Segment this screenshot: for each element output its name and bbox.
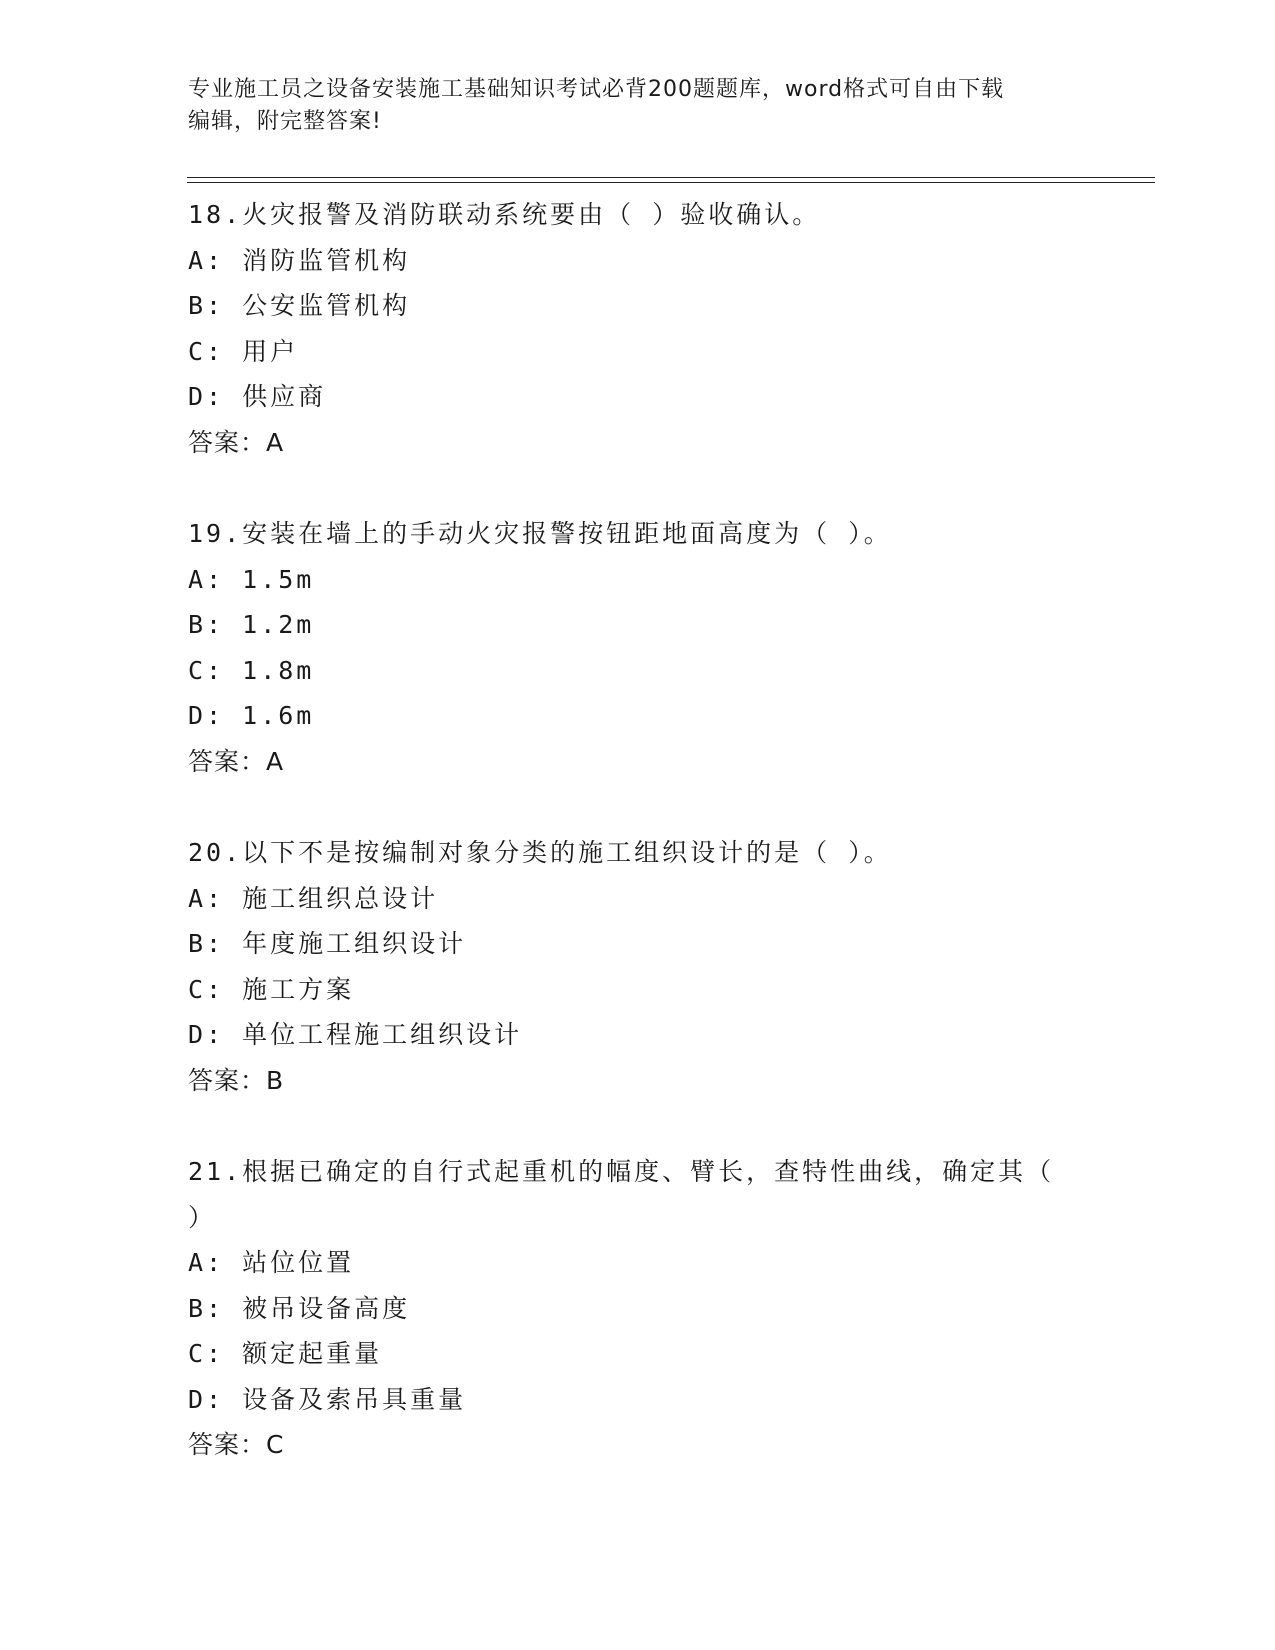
option-d: D: 1.6m [188, 701, 315, 730]
answer-label: 答案：C [188, 1430, 285, 1459]
answer-label: 答案：A [188, 427, 285, 457]
question-21 [188, 1149, 1088, 1468]
option-d: D: 设备及索吊具重量 [188, 1384, 467, 1414]
header-rule-top [187, 177, 1155, 178]
option-b: B: 1.2m [188, 610, 315, 639]
question-20 [188, 830, 1088, 1103]
question-18 [188, 192, 1088, 465]
option-c: C: 用户 [188, 336, 299, 366]
question-stem: 19.安装在墙上的手动火灾报警按钮距地面高度为（ ）。 [188, 519, 892, 548]
option-a: A: 施工组织总设计 [188, 883, 439, 913]
option-b: B: 年度施工组织设计 [188, 929, 467, 958]
option-a: A: 消防监管机构 [188, 245, 411, 275]
question-list [188, 192, 1088, 1514]
option-d: D: 供应商 [188, 382, 327, 411]
document-header [188, 74, 1068, 138]
question-stem: 20.以下不是按编制对象分类的施工组织设计的是（ ）。 [188, 838, 892, 867]
option-c: C: 额定起重量 [188, 1339, 383, 1368]
option-b: B: 被吊设备高度 [188, 1293, 411, 1323]
header-title-line1: 专业施工员之设备安装施工基础知识考试必背200题题库，word格式可自由下载 [188, 77, 1005, 102]
answer-label: 答案：A [188, 746, 285, 776]
option-b: B: 公安监管机构 [188, 291, 411, 320]
header-title-line2: 编辑，附完整答案! [188, 109, 382, 134]
question-19 [188, 511, 1088, 784]
header-rule-bottom [187, 182, 1155, 183]
option-a: A: 1.5m [188, 564, 315, 594]
option-c: C: 施工方案 [188, 974, 355, 1004]
option-a: A: 站位位置 [188, 1248, 355, 1277]
question-stem: 21.根据已确定的自行式起重机的幅度、臂长，查特性曲线，确定其（ ） [188, 1157, 1055, 1232]
question-stem: 18.火灾报警及消防联动系统要由（ ）验收确认。 [188, 200, 821, 229]
answer-label: 答案：B [188, 1065, 285, 1095]
option-c: C: 1.8m [188, 655, 315, 685]
option-d: D: 单位工程施工组织设计 [188, 1020, 523, 1049]
